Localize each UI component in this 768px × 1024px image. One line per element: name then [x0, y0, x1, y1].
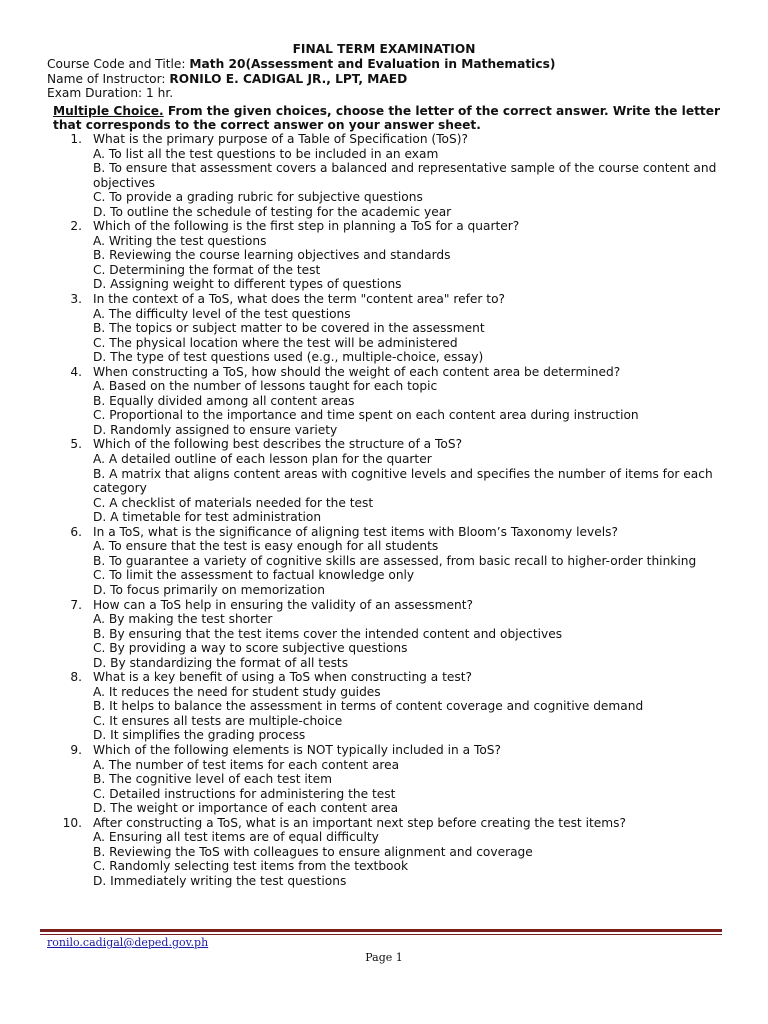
- question-item: [0, 525, 768, 598]
- question-number: 2.: [70, 219, 82, 234]
- answer-option: D. The type of test questions used (e.g., multiple-choice, essay): [93, 350, 484, 365]
- answer-option: D. To focus primarily on memorization: [93, 582, 325, 597]
- question-number: 5.: [70, 437, 82, 452]
- answer-option: C. The physical location where the test will be administered: [93, 335, 458, 350]
- course-label: Course Code and Title:: [47, 57, 190, 71]
- answer-option: D. A timetable for test administration: [93, 510, 322, 525]
- question-number: 1.: [70, 132, 82, 146]
- answer-option: C. A checklist of materials needed for the test: [93, 495, 374, 510]
- instructions-text: From the given choices, choose the letter of the correct answer. Write the letter that corresponds to the correct answer on your answer sheet.: [53, 103, 721, 133]
- answer-option: B. Reviewing the ToS with colleagues to ensure alignment and coverage: [93, 844, 533, 859]
- answer-option: B. A matrix that aligns content areas with cognitive levels and specifies the number of items for each category: [93, 466, 713, 496]
- answer-option: A. Based on the number of lessons taught for each topic: [93, 379, 438, 394]
- instructions: [53, 104, 728, 134]
- answer-option: B. It helps to balance the assessment in terms of content coverage and cognitive demand: [93, 699, 644, 714]
- footer-divider: [40, 929, 722, 932]
- answer-option: A. Ensuring all test items are of equal difficulty: [93, 830, 379, 845]
- answer-option: A. To ensure that the test is easy enough for all students: [93, 539, 439, 554]
- question-text: What is the primary purpose of a Table of Specification (ToS)?: [93, 132, 468, 146]
- answer-option: C. To limit the assessment to factual knowledge only: [93, 568, 415, 583]
- question-number: 4.: [70, 364, 82, 379]
- question-number: 6.: [70, 524, 82, 539]
- course-title: Math 20(Assessment and Evaluation in Mathematics): [189, 57, 556, 71]
- answer-option: C. It ensures all tests are multiple-choice: [93, 713, 343, 728]
- exam-duration: Exam Duration: 1 hr.: [47, 86, 174, 100]
- answer-option: D. To outline the schedule of testing for the academic year: [93, 204, 452, 219]
- answer-option: A. A detailed outline of each lesson plan for the quarter: [93, 452, 432, 467]
- page-number: Page 1: [365, 951, 403, 964]
- instructor-label: Name of Instructor:: [47, 71, 170, 86]
- footer-divider-thin: [40, 934, 722, 935]
- question-text: What is a key benefit of using a ToS when constructing a test?: [93, 670, 472, 685]
- answer-option: A. To list all the test questions to be included in an exam: [93, 146, 439, 161]
- question-item: [0, 670, 768, 743]
- question-text: Which of the following best describes the structure of a ToS?: [93, 437, 463, 452]
- answer-option: D. Immediately writing the test questions: [93, 873, 347, 888]
- question-number: 9.: [70, 742, 82, 757]
- exam-title: FINAL TERM EXAMINATION: [292, 42, 476, 56]
- footer-email-link[interactable]: ronilo.cadigal@deped.gov.ph: [47, 936, 209, 949]
- answer-option: C. By providing a way to score subjective questions: [93, 641, 408, 656]
- answer-option: D. It simplifies the grading process: [93, 728, 306, 743]
- question-text: In a ToS, what is the significance of aligning test items with Bloom’s Taxonomy levels?: [93, 524, 618, 539]
- answer-option: B. The cognitive level of each test item: [93, 772, 332, 787]
- question-item: [0, 292, 768, 365]
- answer-option: C. Detailed instructions for administering the test: [93, 786, 396, 801]
- question-number: 3.: [70, 292, 82, 307]
- question-text: When constructing a ToS, how should the weight of each content area be determined?: [93, 364, 621, 379]
- answer-option: D. The weight or importance of each content area: [93, 801, 399, 816]
- answer-option: D. Assigning weight to different types of questions: [93, 277, 402, 292]
- question-text: How can a ToS help in ensuring the validity of an assessment?: [93, 597, 473, 612]
- answer-option: D. Randomly assigned to ensure variety: [93, 422, 338, 437]
- instructor-name: RONILO E. CADIGAL JR., LPT, MAED: [169, 71, 408, 86]
- answer-option: A. Writing the test questions: [93, 233, 267, 248]
- answer-option: C. Proportional to the importance and time spent on each content area during instruction: [93, 408, 639, 423]
- question-text: Which of the following is the first step in planning a ToS for a quarter?: [93, 219, 520, 234]
- question-item: [0, 132, 768, 219]
- question-number: 10.: [62, 815, 82, 830]
- question-item: [0, 598, 768, 671]
- answer-option: B. To guarantee a variety of cognitive skills are assessed, from basic recall to higher-order thinking: [93, 553, 697, 568]
- answer-option: C. Randomly selecting test items from the textbook: [93, 859, 409, 874]
- answer-option: C. Determining the format of the test: [93, 262, 321, 277]
- question-text: In the context of a ToS, what does the term "content area" refer to?: [93, 292, 505, 307]
- answer-option: C. To provide a grading rubric for subjective questions: [93, 190, 423, 205]
- answer-option: D. By standardizing the format of all tests: [93, 655, 349, 670]
- question-number: 7.: [70, 597, 82, 612]
- question-item: [0, 743, 768, 816]
- question-item: [0, 816, 768, 889]
- answer-option: A. By making the test shorter: [93, 612, 273, 627]
- answer-option: B. By ensuring that the test items cover the intended content and objectives: [93, 626, 563, 641]
- question-number: 8.: [70, 670, 82, 685]
- instructor-line: [47, 72, 407, 87]
- question-list: [0, 132, 768, 888]
- course-line: [47, 57, 555, 72]
- question-item: [0, 365, 768, 438]
- answer-option: A. The number of test items for each content area: [93, 757, 400, 772]
- question-item: [0, 219, 768, 292]
- answer-option: A. It reduces the need for student study guides: [93, 684, 381, 699]
- section-heading: Multiple Choice.: [53, 103, 164, 118]
- answer-option: A. The difficulty level of the test questions: [93, 306, 351, 321]
- question-text: After constructing a ToS, what is an important next step before creating the test items?: [93, 815, 626, 830]
- answer-option: B. To ensure that assessment covers a balanced and representative sample of the course content and objectives: [93, 161, 717, 190]
- question-text: Which of the following elements is NOT typically included in a ToS?: [93, 742, 502, 757]
- answer-option: B. Equally divided among all content areas: [93, 393, 355, 408]
- question-item: [0, 437, 768, 524]
- answer-option: B. Reviewing the course learning objectives and standards: [93, 248, 451, 263]
- answer-option: B. The topics or subject matter to be covered in the assessment: [93, 321, 485, 336]
